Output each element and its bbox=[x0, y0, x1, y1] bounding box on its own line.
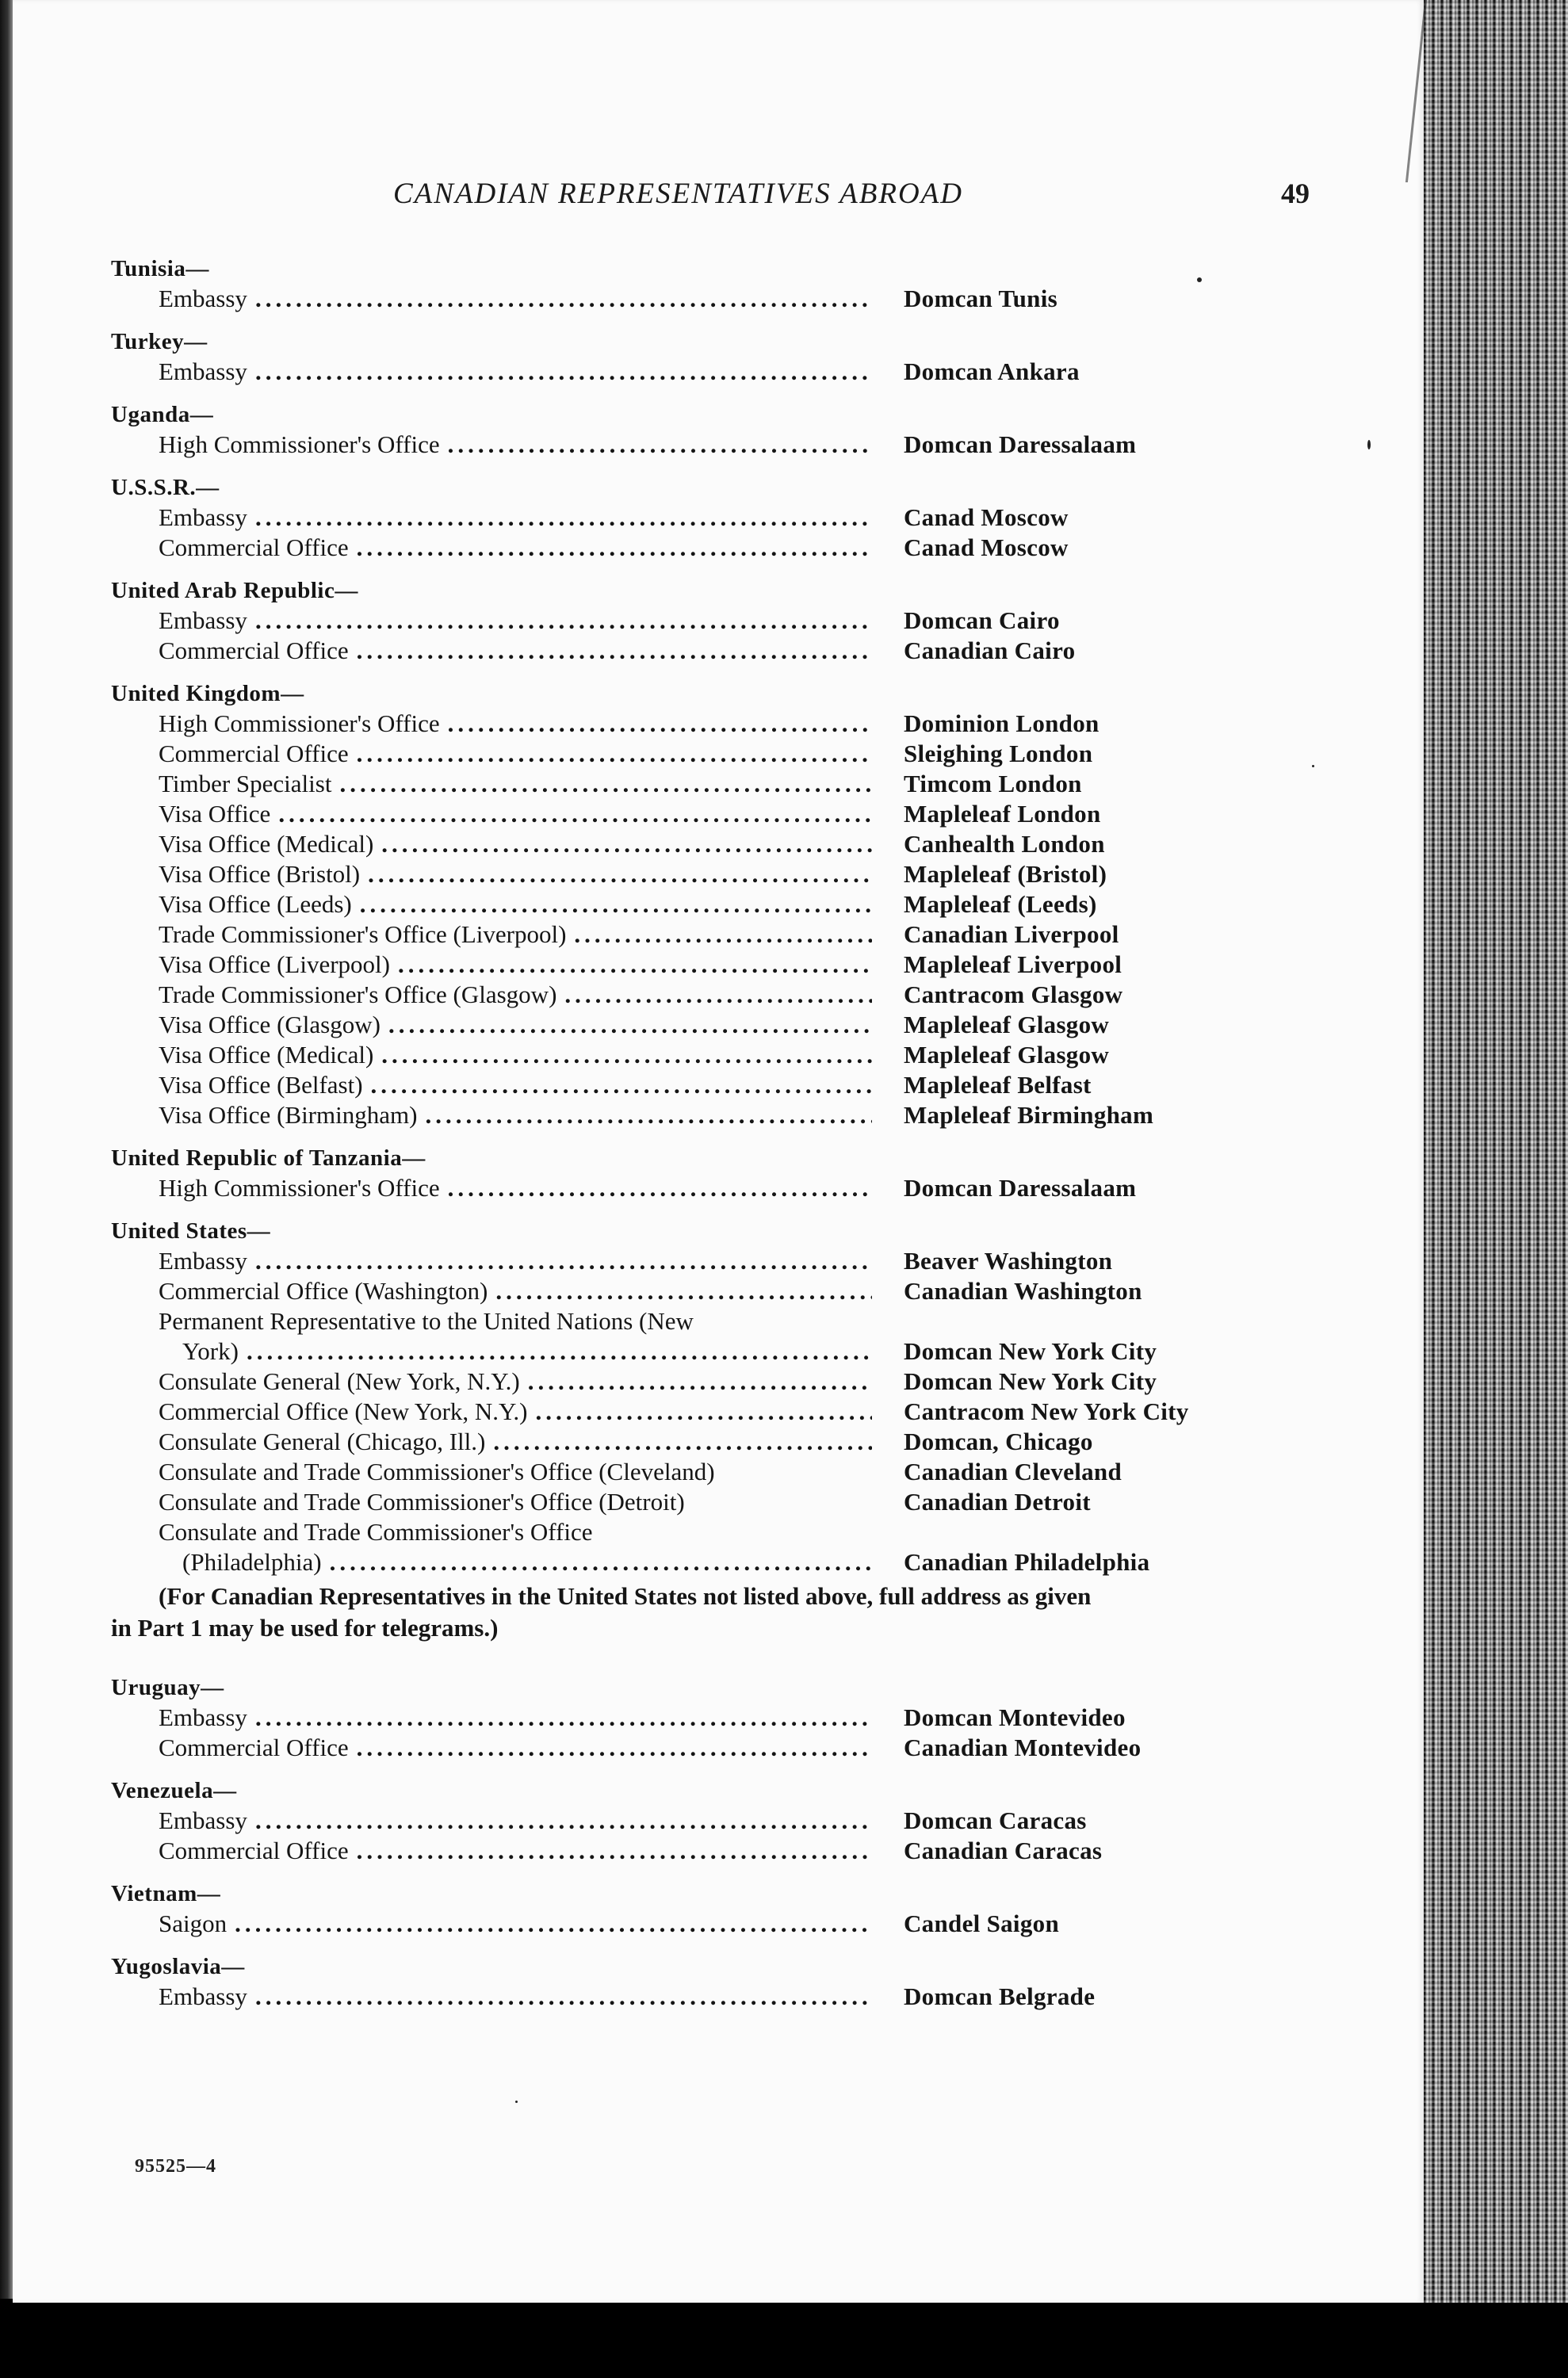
directory-entry bbox=[111, 1427, 1348, 1457]
directory-entry bbox=[111, 1397, 1348, 1427]
country-section bbox=[111, 254, 1348, 314]
telegraphic-address: Timcom London bbox=[904, 770, 1082, 797]
directory-entry bbox=[111, 1276, 1348, 1306]
dot-leader bbox=[255, 1806, 872, 1836]
dot-leader bbox=[278, 799, 872, 829]
scan-speck bbox=[1367, 440, 1371, 449]
dot-leader bbox=[235, 1909, 872, 1939]
office-label: Timber Specialist bbox=[159, 770, 332, 797]
country-list-after-us bbox=[111, 1673, 1348, 2012]
country-section bbox=[111, 1143, 1348, 1203]
telegraphic-address: Domcan, Chicago bbox=[904, 1428, 1093, 1455]
dot-leader bbox=[255, 606, 872, 636]
directory-entry bbox=[111, 1457, 1348, 1487]
telegraphic-address: Canadian Philadelphia bbox=[904, 1548, 1150, 1576]
country-heading: United States— bbox=[111, 1218, 271, 1244]
dot-leader bbox=[357, 636, 872, 666]
us-footnote-line: in Part 1 may be used for telegrams.) bbox=[111, 1614, 499, 1642]
telegraphic-address: Mapleleaf Belfast bbox=[904, 1071, 1092, 1099]
dot-leader bbox=[255, 1982, 872, 2012]
directory-entry bbox=[111, 709, 1348, 739]
office-label: Trade Commissioner's Office (Glasgow) bbox=[159, 981, 557, 1008]
us-footnote bbox=[111, 1581, 1316, 1644]
dot-leader bbox=[528, 1367, 872, 1397]
dot-leader bbox=[381, 829, 872, 859]
directory-entry bbox=[111, 799, 1348, 829]
directory-entry bbox=[111, 1246, 1348, 1276]
telegraphic-address: Canadian Washington bbox=[904, 1277, 1142, 1305]
office-label: High Commissioner's Office bbox=[159, 709, 440, 737]
dot-leader bbox=[564, 980, 872, 1010]
telegraphic-address: Sleighing London bbox=[904, 740, 1093, 767]
country-section bbox=[111, 679, 1348, 1130]
directory-entry bbox=[111, 357, 1348, 387]
office-label-line: Permanent Representative to the United Nations (New bbox=[159, 1307, 694, 1335]
dot-leader bbox=[357, 739, 872, 769]
country-section bbox=[111, 1776, 1348, 1866]
book-binding bbox=[1424, 0, 1568, 2303]
office-label: High Commissioner's Office bbox=[159, 430, 440, 458]
dot-leader bbox=[255, 1703, 872, 1733]
telegraphic-address: Mapleleaf (Bristol) bbox=[904, 860, 1107, 888]
telegraphic-address: Mapleleaf London bbox=[904, 800, 1101, 828]
scan-bottom-band bbox=[0, 2303, 1568, 2378]
office-label: Consulate General (New York, N.Y.) bbox=[159, 1367, 520, 1395]
country-heading: U.S.S.R.— bbox=[111, 475, 220, 500]
dot-leader bbox=[330, 1547, 872, 1577]
dot-leader bbox=[381, 1040, 872, 1070]
telegraphic-address: Canad Moscow bbox=[904, 503, 1069, 531]
office-label: Trade Commissioner's Office (Liverpool) bbox=[159, 920, 567, 948]
office-label: York) bbox=[182, 1337, 239, 1365]
office-label: (Philadelphia) bbox=[182, 1548, 322, 1576]
telegraphic-address: Domcan Daressalaam bbox=[904, 430, 1137, 458]
office-label: Visa Office (Medical) bbox=[159, 1041, 374, 1069]
telegraphic-address: Mapleleaf Glasgow bbox=[904, 1041, 1110, 1069]
dot-leader bbox=[388, 1010, 872, 1040]
office-label: Visa Office (Belfast) bbox=[159, 1071, 363, 1099]
country-section bbox=[111, 1952, 1348, 2012]
country-heading: Tunisia— bbox=[111, 256, 209, 281]
dot-leader bbox=[357, 1836, 872, 1866]
telegraphic-address: Mapleleaf Birmingham bbox=[904, 1101, 1154, 1129]
telegraphic-address: Mapleleaf Liverpool bbox=[904, 950, 1122, 978]
telegraphic-address: Canadian Caracas bbox=[904, 1837, 1103, 1864]
directory-entry bbox=[111, 980, 1348, 1010]
directory-entry bbox=[111, 1982, 1348, 2012]
country-heading: United Kingdom— bbox=[111, 681, 304, 706]
office-label: Embassy bbox=[159, 606, 247, 634]
directory-entry bbox=[111, 1836, 1348, 1866]
telegraphic-address: Dominion London bbox=[904, 709, 1100, 737]
telegraphic-address: Mapleleaf (Leeds) bbox=[904, 890, 1097, 918]
office-label: High Commissioner's Office bbox=[159, 1174, 440, 1202]
dot-leader bbox=[357, 533, 872, 563]
directory-entry bbox=[111, 1806, 1348, 1836]
directory-entry bbox=[111, 1173, 1348, 1203]
country-heading: Venezuela— bbox=[111, 1778, 237, 1803]
office-label: Embassy bbox=[159, 1806, 247, 1834]
telegraphic-address: Canadian Cleveland bbox=[904, 1458, 1122, 1485]
telegraphic-address: Domcan New York City bbox=[904, 1337, 1157, 1365]
directory-entry bbox=[111, 1040, 1348, 1070]
printer-code: 95525—4 bbox=[135, 2156, 216, 2177]
telegraphic-address: Cantracom Glasgow bbox=[904, 981, 1123, 1008]
telegraphic-address: Mapleleaf Glasgow bbox=[904, 1011, 1110, 1038]
country-list-before-us bbox=[111, 254, 1348, 1203]
country-section bbox=[111, 327, 1348, 387]
dot-leader bbox=[536, 1397, 873, 1427]
country-section bbox=[111, 1879, 1348, 1939]
telegraphic-address: Cantracom New York City bbox=[904, 1397, 1189, 1425]
us-footnote-line: (For Canadian Representatives in the United States not listed above, full address as given bbox=[159, 1582, 1092, 1610]
dot-leader bbox=[574, 919, 872, 950]
directory-entry bbox=[111, 1547, 1348, 1577]
office-label: Embassy bbox=[159, 1247, 247, 1275]
scan-speck bbox=[515, 2101, 518, 2103]
office-label: Embassy bbox=[159, 503, 247, 531]
telegraphic-address: Canhealth London bbox=[904, 830, 1105, 858]
office-label: Commercial Office bbox=[159, 637, 349, 664]
directory-entry bbox=[111, 769, 1348, 799]
telegraphic-address: Domcan Montevideo bbox=[904, 1703, 1126, 1731]
country-heading: Yugoslavia— bbox=[111, 1954, 245, 1979]
dot-leader bbox=[255, 503, 872, 533]
office-label: Visa Office (Liverpool) bbox=[159, 950, 390, 978]
telegraphic-address: Domcan Daressalaam bbox=[904, 1174, 1137, 1202]
country-heading: Uganda— bbox=[111, 402, 214, 427]
directory-entry bbox=[111, 950, 1348, 980]
office-label: Embassy bbox=[159, 285, 247, 312]
dot-leader bbox=[255, 1246, 872, 1276]
country-heading: Vietnam— bbox=[111, 1881, 221, 1906]
running-title: CANADIAN REPRESENTATIVES ABROAD bbox=[393, 178, 964, 210]
office-label: Commercial Office (Washington) bbox=[159, 1277, 488, 1305]
office-label: Consulate and Trade Commissioner's Office (Detroit) bbox=[159, 1488, 685, 1516]
directory-entry bbox=[111, 1070, 1348, 1100]
office-label: Commercial Office bbox=[159, 1837, 349, 1864]
office-label: Commercial Office (New York, N.Y.) bbox=[159, 1397, 528, 1425]
country-heading: United Republic of Tanzania— bbox=[111, 1145, 426, 1171]
telegraphic-address: Beaver Washington bbox=[904, 1247, 1113, 1275]
directory-entry bbox=[111, 1336, 1348, 1367]
dot-leader bbox=[495, 1276, 872, 1306]
country-heading: Turkey— bbox=[111, 329, 208, 354]
country-section bbox=[111, 400, 1348, 460]
scan-speck bbox=[1312, 765, 1314, 767]
telegraphic-address: Canadian Cairo bbox=[904, 637, 1076, 664]
country-section bbox=[111, 1673, 1348, 1763]
country-section bbox=[111, 472, 1348, 563]
office-label: Commercial Office bbox=[159, 1734, 349, 1761]
dot-leader bbox=[371, 1070, 872, 1100]
office-label: Visa Office (Medical) bbox=[159, 830, 374, 858]
directory-content bbox=[111, 254, 1348, 2024]
directory-entry bbox=[111, 1100, 1348, 1130]
dot-leader bbox=[448, 709, 872, 739]
telegraphic-address: Domcan Caracas bbox=[904, 1806, 1087, 1834]
directory-entry bbox=[111, 1367, 1348, 1397]
telegraphic-address: Domcan Tunis bbox=[904, 285, 1057, 312]
country-heading: Uruguay— bbox=[111, 1675, 224, 1700]
running-head bbox=[13, 170, 1424, 218]
directory-entry bbox=[111, 606, 1348, 636]
country-section-united-states bbox=[111, 1216, 1348, 1644]
dot-leader bbox=[247, 1336, 872, 1367]
office-label: Visa Office (Bristol) bbox=[159, 860, 361, 888]
telegraphic-address: Canad Moscow bbox=[904, 533, 1069, 561]
telegraphic-address: Canadian Liverpool bbox=[904, 920, 1119, 948]
office-label: Commercial Office bbox=[159, 533, 349, 561]
dot-leader bbox=[398, 950, 872, 980]
directory-entry bbox=[111, 636, 1348, 666]
scan-left-edge bbox=[0, 0, 13, 2299]
dot-leader bbox=[255, 357, 872, 387]
telegraphic-address: Domcan Cairo bbox=[904, 606, 1060, 634]
office-label: Saigon bbox=[159, 1910, 228, 1937]
office-label: Visa Office (Leeds) bbox=[159, 890, 352, 918]
office-label: Embassy bbox=[159, 357, 247, 385]
dot-leader bbox=[425, 1100, 872, 1130]
directory-entry bbox=[111, 919, 1348, 950]
telegraphic-address: Domcan Belgrade bbox=[904, 1982, 1096, 2010]
directory-entry bbox=[111, 430, 1348, 460]
office-label: Consulate General (Chicago, Ill.) bbox=[159, 1428, 486, 1455]
dot-leader bbox=[368, 859, 872, 889]
office-label: Visa Office (Birmingham) bbox=[159, 1101, 418, 1129]
telegraphic-address: Domcan Ankara bbox=[904, 357, 1080, 385]
country-section bbox=[111, 575, 1348, 666]
directory-entry bbox=[111, 533, 1348, 563]
dot-leader bbox=[255, 284, 872, 314]
office-label: Embassy bbox=[159, 1982, 247, 2010]
directory-entry bbox=[111, 1487, 1348, 1517]
directory-entry bbox=[111, 889, 1348, 919]
scan-speck bbox=[1197, 277, 1202, 282]
dot-leader bbox=[360, 889, 872, 919]
telegraphic-address: Canadian Montevideo bbox=[904, 1734, 1142, 1761]
office-label: Visa Office (Glasgow) bbox=[159, 1011, 381, 1038]
directory-entry bbox=[111, 503, 1348, 533]
telegraphic-address: Candel Saigon bbox=[904, 1910, 1059, 1937]
directory-entry bbox=[111, 1703, 1348, 1733]
directory-entry bbox=[111, 859, 1348, 889]
dot-leader bbox=[357, 1733, 872, 1763]
dot-leader bbox=[339, 769, 872, 799]
directory-entry bbox=[111, 284, 1348, 314]
office-label: Consulate and Trade Commissioner's Office (Cleveland) bbox=[159, 1458, 715, 1485]
dot-leader bbox=[448, 430, 872, 460]
directory-entry bbox=[111, 1733, 1348, 1763]
office-label-line: Consulate and Trade Commissioner's Office bbox=[159, 1518, 593, 1546]
directory-entry bbox=[111, 1909, 1348, 1939]
directory-entry bbox=[111, 739, 1348, 769]
directory-entry bbox=[111, 1010, 1348, 1040]
office-label: Visa Office bbox=[159, 800, 271, 828]
office-label: Embassy bbox=[159, 1703, 247, 1731]
dot-leader bbox=[493, 1427, 872, 1457]
directory-entry bbox=[111, 829, 1348, 859]
office-label: Commercial Office bbox=[159, 740, 349, 767]
telegraphic-address: Domcan New York City bbox=[904, 1367, 1157, 1395]
page-number: 49 bbox=[1281, 178, 1310, 209]
dot-leader bbox=[448, 1173, 872, 1203]
country-heading: United Arab Republic— bbox=[111, 578, 358, 603]
telegraphic-address: Canadian Detroit bbox=[904, 1488, 1091, 1516]
